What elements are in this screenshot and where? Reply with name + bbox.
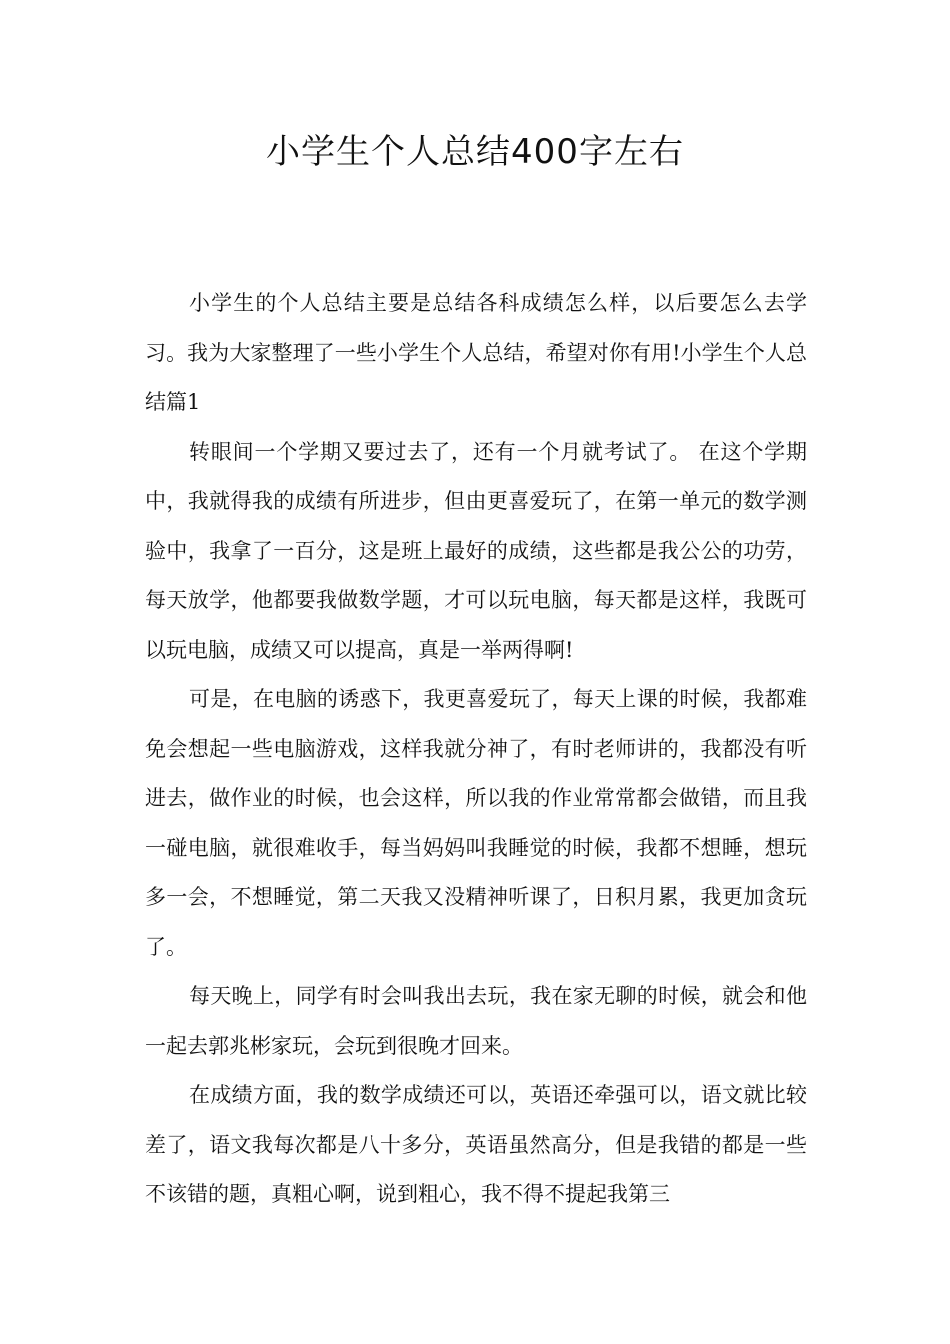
paragraph-2: 可是，在电脑的诱惑下，我更喜爱玩了，每天上课的时候，我都难免会想起一些电脑游戏，这样我就分神了，有时老师讲的，我都没有听进去，做作业的时候，也会这样，所以我的作业常常都会做错，而且我一碰电脑，就很难收手，每当妈妈叫我睡觉的时候，我都不想睡，想玩多一会，不想睡觉，第二天我又没精神听课了，日积月累，我更加贪玩了。 xyxy=(145,687,807,959)
document-body xyxy=(145,279,807,1220)
paragraph-3: 每天晚上，同学有时会叫我出去玩，我在家无聊的时候，就会和他一起去郭兆彬家玩，会玩到很晚才回来。 xyxy=(145,984,807,1058)
paragraph-intro: 小学生的个人总结主要是总结各科成绩怎么样，以后要怎么去学习。我为大家整理了一些小学生个人总结，希望对你有用!小学生个人总结篇1 xyxy=(145,291,807,414)
paragraph-1: 转眼间一个学期又要过去了，还有一个月就考试了。 在这个学期中，我就得我的成绩有所进步，但由更喜爱玩了，在第一单元的数学测验中，我拿了一百分，这是班上最好的成绩，这些都是我公公的功劳，每天放学，他都要我做数学题，才可以玩电脑，每天都是这样，我既可以玩电脑，成绩又可以提高，真是一举两得啊! xyxy=(145,439,807,662)
document-title: 小学生个人总结400字左右 xyxy=(266,132,684,172)
paragraph-4: 在成绩方面，我的数学成绩还可以，英语还牵强可以，语文就比较差了，语文我每次都是八十多分，英语虽然高分，但是我错的都是一些不该错的题，真粗心啊，说到粗心，我不得不提起我第三 xyxy=(145,1083,807,1206)
